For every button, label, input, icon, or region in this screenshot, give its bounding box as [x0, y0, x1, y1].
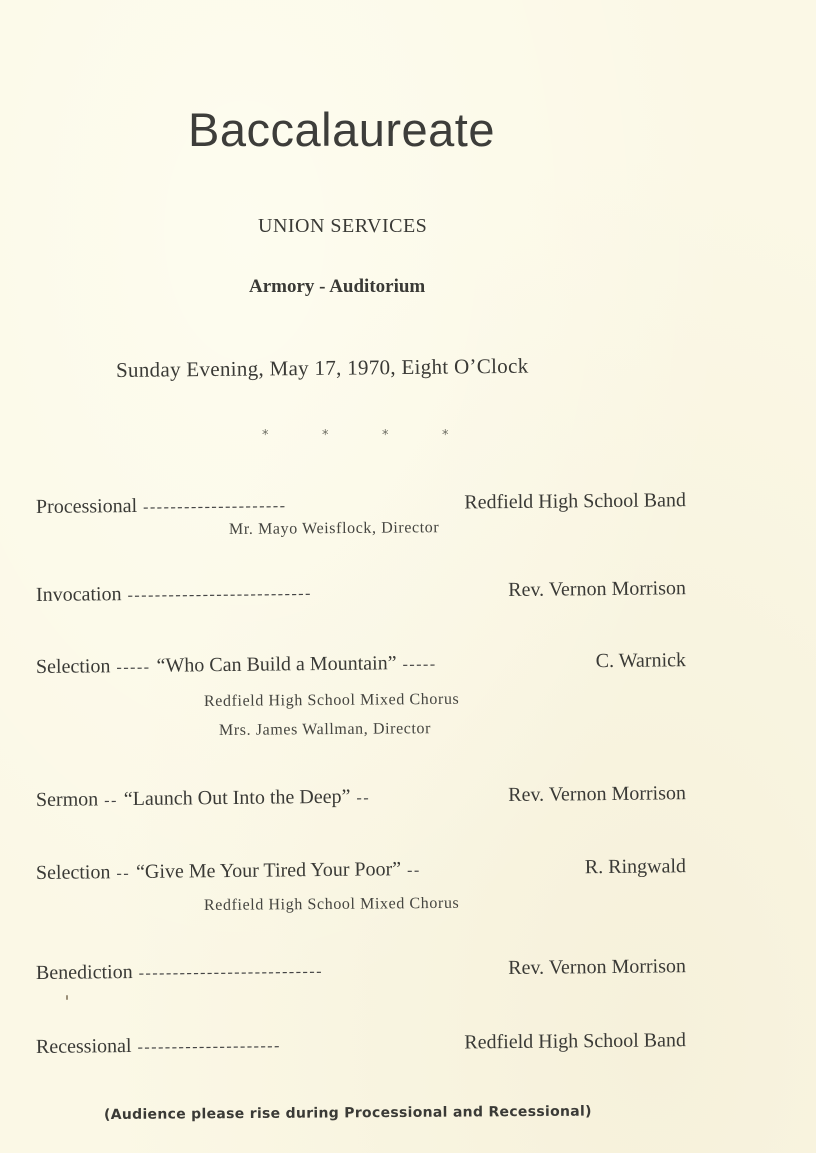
program-item-sermon	[36, 782, 686, 812]
program-item-label: Benediction	[35, 960, 133, 984]
program-item-performer: R. Ringwald	[584, 855, 687, 879]
program-item-processional	[36, 489, 686, 519]
program-subtitle: UNION SERVICES	[258, 215, 428, 237]
program-item-selection-1	[36, 649, 686, 679]
dot-leader: ---------------------------	[127, 585, 312, 605]
dot-leader: -----	[402, 655, 437, 674]
program-item-detail: Redfield High School Mixed Chorus	[203, 894, 460, 914]
program-item-label: Selection	[35, 861, 111, 884]
program-item-label: Selection	[35, 655, 111, 678]
program-item-title: “Launch Out Into the Deep”	[123, 785, 351, 811]
asterisk-icon: *	[382, 428, 389, 443]
dot-leader: ---------------------	[137, 1037, 282, 1056]
event-location: Armory - Auditorium	[249, 276, 426, 297]
dot-leader: --	[104, 792, 118, 810]
section-divider	[262, 428, 502, 443]
program-item-label: Processional	[35, 494, 138, 518]
program-item-detail: Redfield High School Mixed Chorus	[203, 690, 460, 710]
dot-leader: --	[116, 865, 131, 883]
program-item-performer: Rev. Vernon Morrison	[508, 955, 687, 980]
program-item-performer: Redfield High School Band	[464, 489, 687, 514]
program-item-detail: Mr. Mayo Weisflock, Director	[228, 519, 440, 538]
program-item-performer: Rev. Vernon Morrison	[508, 782, 687, 807]
program-item-label: Sermon	[35, 788, 99, 811]
program-item-label: Invocation	[35, 583, 122, 606]
asterisk-icon: *	[322, 428, 329, 443]
program-item-title: “Give Me Your Tired Your Poor”	[135, 858, 402, 883]
footer-note: (Audience please rise during Processional and Recessional)	[103, 1103, 592, 1123]
event-datetime: Sunday Evening, May 17, 1970, Eight O’Clock	[115, 353, 529, 382]
program-item-label: Recessional	[35, 1035, 132, 1058]
program-title: Baccalaureate	[188, 103, 495, 156]
program-item-performer: Rev. Vernon Morrison	[508, 577, 687, 602]
program-item-title: “Who Can Build a Mountain”	[156, 652, 397, 677]
paper-speck	[66, 995, 68, 1000]
dot-leader: ---------------------------	[138, 962, 324, 982]
program-item-benediction	[36, 955, 686, 985]
dot-leader: --	[356, 789, 371, 807]
program-item-performer: Redfield High School Band	[464, 1029, 687, 1054]
program-item-performer: C. Warnick	[595, 649, 687, 673]
program-item-invocation	[36, 577, 686, 607]
program-item-detail: Mrs. James Wallman, Director	[218, 720, 432, 739]
dot-leader: -----	[116, 658, 151, 677]
asterisk-icon: *	[442, 428, 449, 443]
program-item-recessional	[36, 1029, 686, 1059]
dot-leader: ---------------------	[143, 497, 287, 516]
program-item-selection-2	[36, 855, 686, 885]
dot-leader: --	[407, 861, 421, 880]
asterisk-icon: *	[262, 428, 269, 443]
